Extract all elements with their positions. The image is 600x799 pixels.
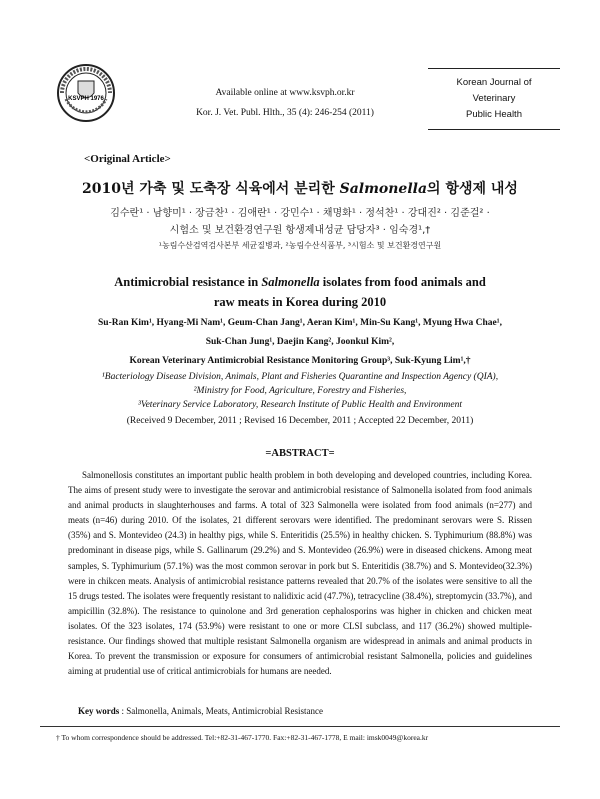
english-authors-line-2: Suk-Chan Jung¹, Daejin Kang², Joonkul Kim², [205, 337, 395, 347]
affiliation-2: ²Ministry for Food, Agriculture, Forestry and Fisheries, [193, 386, 407, 396]
journal-line-3: Public Health [466, 109, 522, 120]
affiliation-3: ³Veterinary Service Laboratory, Research Institute of Public Health and Environment [137, 400, 463, 410]
keywords [78, 706, 323, 716]
svg-text:KSVPH 1976: KSVPH 1976 [68, 96, 104, 102]
english-title-pre: Antimicrobial resistance in [114, 275, 262, 289]
korean-authors-line-2: 시험소 및 보건환경연구원 항생제내성균 담당자³ · 임숙경¹,† [169, 225, 431, 236]
english-authors [40, 314, 560, 371]
abstract-body: Salmonellosis constitutes an important public health problem in both developing and developed countries, including Korea. The aims of present study were to investigate the serovar and antimicrobial resistance of Salmonella isolated from food animals and animal products in slaughterhouses and farms. A total of 323 Salmonella were isolated from food animals (n=277) and meats (n=46) during 2010. Of the isolates, 21 different serovars were identified. The predominant serovars were S. Rissen (35%) and S. Montevideo (24.3) in healthy pigs, while S. Enteritidis (25.5%) in healthy chicken. S. Typhimurium (88.8%) was predominant in disease pigs, while S. Gallinarum (29.2%) and S. Montevideo (26.9%) were in diseased chickens. Among meat samples, S. Typhimurium (57.1%) was the most common serovar in pork but S. Enteritidis (38.7%) and S. Montevideo(32.3%) were in chikcen meats. Analysis of antimicrobial resistance patterns revealed that 20.7% of the isolates were sensitive to all the 15 drugs tested. The isolates were frequently resistant to nalidixic acid (47.7%), tetracycline (38.4%), streptomycin (33.7%), and ampicillin (32.8%). The resistance to quinolone and 3rd generation cephalosporins was higher in chicken and chicken meat isolates. Of the 323 isolates, 174 (53.9%) were resistant to one or more CLSI subclass, and 117 (36.2%) showed multiple-resistance. Our findings showed that multiple resistant Salmonella organism are widespread in animals and animal products in Korea. To prevent the transmission or exposure for consumers of antimicrobial resistant Salmonella, policies and guidelines aiming at prudential use of critical antimicrobials for humans are needed. [68, 470, 532, 677]
footnote-divider [40, 726, 560, 727]
korean-title-post: 의 항생제 내성 [427, 181, 518, 197]
korean-title-pre: 2010년 가축 및 도축장 식육에서 분리한 [82, 181, 340, 197]
english-authors-line-3: Korean Veterinary Antimicrobial Resistance Monitoring Group³, Suk-Kyung Lim¹,† [129, 356, 471, 366]
english-affiliations [40, 370, 560, 412]
society-seal-icon [56, 63, 116, 123]
korean-title [40, 178, 560, 198]
keywords-list: : Salmonella, Animals, Meats, Antimicrobial Resistance [119, 706, 323, 716]
journal-name-box [428, 68, 560, 130]
korean-authors-line-1: 김수란¹ · 남향미¹ · 장금찬¹ · 김애란¹ · 강민수¹ · 채명화¹ · 정석찬¹ · 강대진² · 김준걸² · [110, 208, 490, 219]
korean-affiliation: ¹농림수산검역검사본부 세균질병과, ²농림수산식품부, ³시험소 및 보건환경연구원 [158, 241, 442, 250]
english-title-post: isolates from food animals and [319, 275, 486, 289]
received-dates: (Received 9 December, 2011 ; Revised 16 December, 2011 ; Accepted 22 December, 2011) [126, 416, 474, 426]
citation: Kor. J. Vet. Publ. Hlth., 35 (4): 246-254 (2011) [196, 108, 374, 118]
affiliation-1: ¹Bacteriology Disease Division, Animals, Plant and Fisheries Quarantine and Inspection Agency (QIA), [101, 372, 499, 382]
english-title-line-1 [40, 272, 560, 292]
korean-title-italic: Salmonella [339, 181, 428, 197]
available-online: Available online at www.ksvph.or.kr [215, 88, 355, 98]
journal-line-1: Korean Journal of [456, 77, 532, 88]
article-type: <Original Article> [84, 153, 171, 165]
journal-header [150, 83, 420, 123]
abstract-heading: =ABSTRACT= [265, 448, 335, 459]
journal-line-2: Veterinary [472, 93, 516, 104]
keywords-label: Key words [78, 706, 120, 716]
english-authors-line-1: Su-Ran Kim¹, Hyang-Mi Nam¹, Geum-Chan Jang¹, Aeran Kim¹, Min-Su Kang¹, Myung Hwa Chae¹, [98, 318, 502, 328]
english-title-line-2: raw meats in Korea during 2010 [213, 295, 387, 309]
correspondence-footnote: † To whom correspondence should be addressed. Tel:+82-31-467-1770. Fax:+82-31-467-1778, E mail: imsk0049@korea.kr [56, 733, 429, 742]
korean-authors [40, 205, 560, 239]
english-title-italic: Salmonella [261, 275, 320, 289]
english-title [40, 272, 560, 312]
